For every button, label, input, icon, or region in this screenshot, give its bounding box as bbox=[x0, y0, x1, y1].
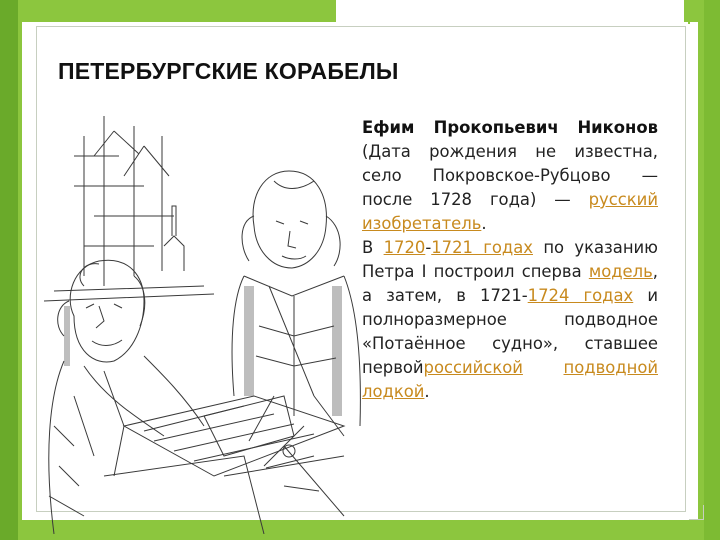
slide-title: ПЕТЕРБУРГСКИЕ КОРАБЕЛЫ bbox=[58, 58, 399, 84]
link-model[interactable]: модель bbox=[588, 262, 653, 281]
dash: - bbox=[425, 238, 432, 257]
engraving-svg bbox=[44, 96, 366, 534]
person-name-last: Никонов bbox=[577, 118, 658, 137]
p2-mid2: , а затем, в 1721- bbox=[362, 262, 658, 305]
bio-part-2: . bbox=[481, 214, 487, 233]
p2-start: В bbox=[362, 238, 384, 257]
right-accent-bar bbox=[704, 0, 720, 540]
space bbox=[523, 358, 564, 377]
link-inventor[interactable]: изобретатель bbox=[362, 214, 482, 233]
biography-text bbox=[362, 116, 658, 404]
left-accent-bar bbox=[0, 0, 18, 540]
p2-end: и полноразмерное подводное «Потаённое судно», ставшее первой bbox=[362, 286, 659, 377]
frame-corner bbox=[689, 505, 704, 520]
link-1724-years[interactable]: 1724 годах bbox=[527, 286, 634, 305]
link-submarine[interactable]: подводной лодкой bbox=[362, 358, 658, 401]
top-tab bbox=[336, 0, 684, 24]
bio-part-1: (Дата рождения не известна, село Покровское-Рубцово — после 1728 года) — bbox=[362, 142, 658, 209]
link-1721-years[interactable]: 1721 годах bbox=[431, 238, 533, 257]
engraving-illustration bbox=[44, 96, 366, 534]
link-russian-fem[interactable]: российской bbox=[423, 358, 523, 377]
person-name-first: Ефим Прокопьевич bbox=[362, 118, 559, 137]
final-dot: . bbox=[424, 382, 430, 401]
p2-mid: по указанию Петра I построил сперва bbox=[362, 238, 658, 281]
link-russian[interactable]: русский bbox=[588, 190, 658, 209]
link-1720[interactable]: 1720 bbox=[383, 238, 426, 257]
